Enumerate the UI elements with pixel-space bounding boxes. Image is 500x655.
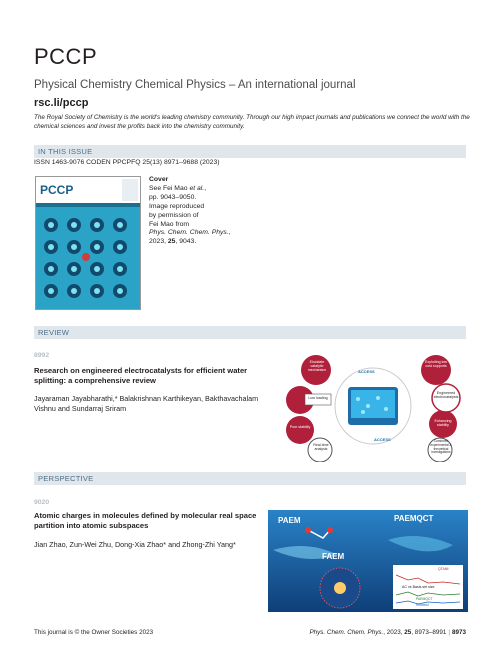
footer-cite-b: , 8973–8991 [411, 629, 447, 636]
review-graphic-label-3: Poor stability [289, 425, 311, 429]
perspective-graphic-legend2: AC vs Basis set size [402, 585, 435, 589]
review-graphic-label-7: Enhancing stability [434, 419, 452, 428]
perspective-graphic-legend3: PAEMQCT [416, 597, 433, 601]
cover-caption-label: Cover [149, 176, 169, 183]
footer-volume: 25 [404, 629, 412, 636]
footer-citation [309, 629, 466, 636]
cover-caption-line5: Fei Mao from [149, 220, 190, 228]
perspective-authors: Jian Zhao, Zun-Wei Zhu, Dong-Xia Zhao* and Zhong-Zhi Yang* [34, 540, 236, 549]
perspective-graphic-svg [268, 510, 468, 612]
cover-caption-line4: by permission of [149, 211, 199, 219]
cover-logo: PCCP [40, 183, 74, 197]
footer-journal: Phys. Chem. Chem. Phys. [309, 629, 384, 636]
cover-caption [149, 176, 249, 247]
footer-copyright: This journal is © the Owner Societies 2023 [34, 629, 154, 636]
review-graphic-tag-bottom: ACCESS [374, 437, 391, 442]
perspective-graphic-faem: FAEM [322, 552, 345, 561]
cover-caption-line7b: 25 [167, 238, 176, 246]
review-graphic-label-2: Low loading [308, 396, 328, 400]
review-page-number[interactable]: 8992 [34, 352, 50, 359]
review-graphic-label-6: Engineered electrocatalysts [433, 391, 459, 400]
footer-separator: | [448, 629, 450, 636]
perspective-graphic-legend4: Hirshfeld [416, 603, 429, 607]
cover-caption-line6c: , [228, 229, 231, 237]
cover-caption-line2[interactable]: pp. 9043–9050. [149, 193, 197, 201]
section-header-review: REVIEW [34, 326, 466, 339]
perspective-graphical-abstract[interactable] [268, 510, 468, 612]
review-graphical-abstract[interactable] [278, 354, 468, 462]
footer-page-number: 8973 [451, 629, 466, 636]
review-authors: Jayaraman Jayabharathi,* Balakrishnan Karthikeyan, Bakthavachalam Vishnu and Sundarraj Sriram [34, 394, 259, 413]
rsc-blurb: The Royal Society of Chemistry is the world's leading chemistry community. Through our high impact journals and publications we connect the world with the chemical sciences and invest the profits back into the chemistry community. [34, 114, 470, 130]
cover-caption-line1b: et al. [189, 184, 205, 192]
perspective-graphic-paem: PAEM [278, 516, 301, 525]
review-graphic-label-1: Elucidate catalytic mechanism [307, 360, 327, 373]
cover-caption-line1a: See Fei Mao [149, 184, 190, 192]
review-graphic-label-5: Exploiting low cost supports [425, 360, 447, 369]
cover-caption-line3: Image reproduced [149, 202, 205, 210]
journal-abbreviation: PCCP [34, 44, 98, 69]
perspective-graphic-legend1: QTAIM [438, 567, 449, 571]
section-header-perspective: PERSPECTIVE [34, 472, 466, 485]
review-graphic-label-8: Combined experimental & theoretical investigations [430, 439, 452, 455]
perspective-title[interactable]: Atomic charges in molecules defined by molecular real space partition into atomic subspaces [34, 511, 257, 530]
cover-caption-line7c: , 9043. [175, 238, 197, 246]
cover-image[interactable] [35, 176, 141, 310]
section-header-in-this-issue: IN THIS ISSUE [34, 145, 466, 158]
cover-caption-line1c: , [204, 184, 207, 192]
review-title[interactable]: Research on engineered electrocatalysts for efficient water splitting: a comprehensive review [34, 366, 248, 385]
journal-url[interactable]: rsc.li/pccp [34, 97, 89, 109]
cover-caption-line7a: 2023, [149, 238, 168, 246]
journal-full-title: Physical Chemistry Chemical Physics – An international journal [34, 79, 356, 91]
review-graphic-tag-top: ACCESS [358, 369, 375, 374]
review-graphic-label-4: Real-time analysis [313, 443, 329, 452]
issn-line: ISSN 1463-9076 CODEN PPCPFQ 25(13) 8971–9688 (2023) [34, 159, 220, 166]
perspective-graphic-paemqct: PAEMQCT [394, 514, 434, 523]
cover-caption-line6: Phys. Chem. Chem. Phys. [149, 229, 229, 237]
perspective-page-number[interactable]: 9020 [34, 499, 50, 506]
footer-cite-a: , 2023, [383, 629, 405, 636]
